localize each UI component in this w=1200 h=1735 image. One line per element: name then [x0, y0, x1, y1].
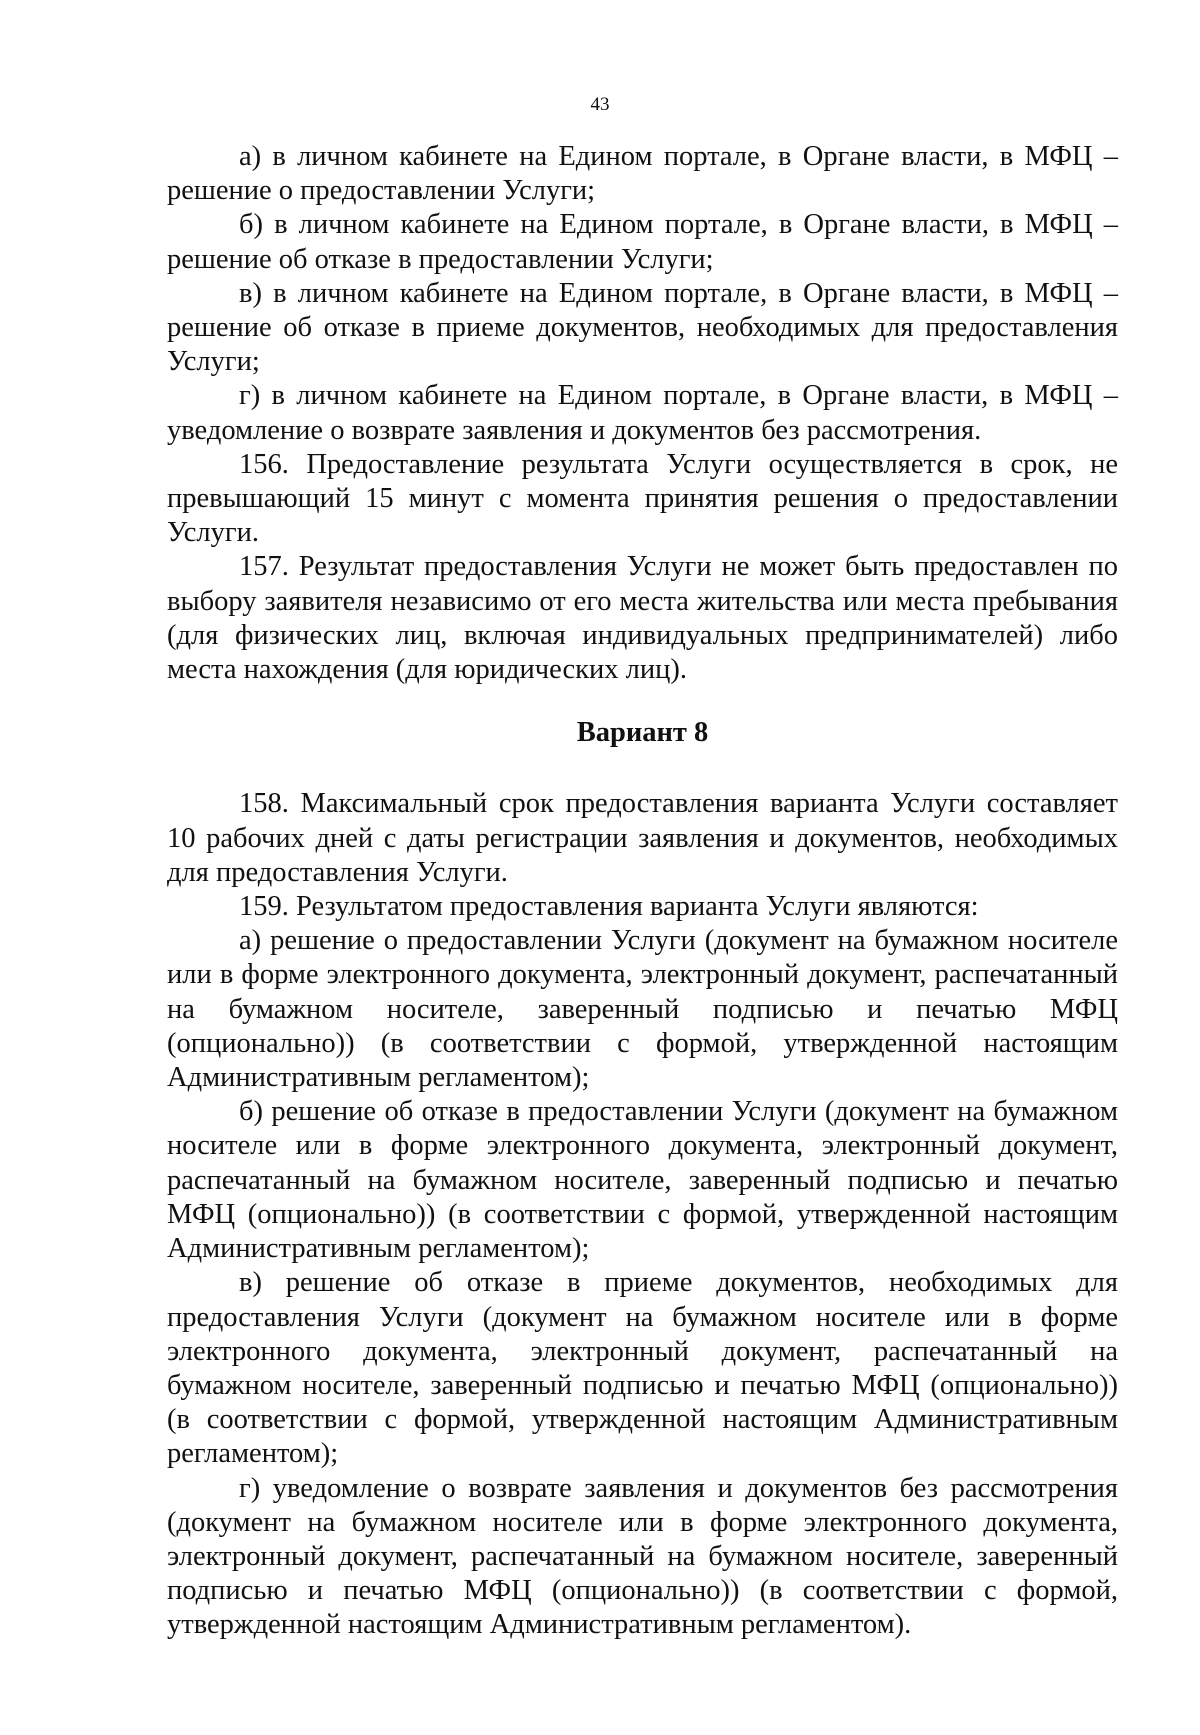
paragraph-159-v: в) решение об отказе в приеме документов, необходимых для предоставления Услуги (документ на бумажном носителе или в форме электронного документа, электронный документ, распечатанный на бумажном носителе, заверенный подписью и печатью МФЦ (опционально)) (в соответствии с формой, утвержденной настоящим Административным регламентом); — [167, 1267, 1118, 1470]
paragraph-result-g: г) в личном кабинете на Едином портале, в Органе власти, в МФЦ – уведомление о возврате заявления и документов без рассмотрения. — [167, 380, 1118, 446]
paragraph-159-b: б) решение об отказе в предоставлении Услуги (документ на бумажном носителе или в форме электронного документа, электронный документ, распечатанный на бумажном носителе, заверенный подписью и печатью МФЦ (опционально)) (в соответствии с формой, утвержденной настоящим Административным регламентом); — [167, 1096, 1118, 1265]
page-number: 43 — [590, 94, 610, 115]
paragraph-158: 158. Максимальный срок предоставления варианта Услуги составляет 10 рабочих дней с даты регистрации заявления и документов, необходимых для предоставления Услуги. — [167, 788, 1118, 888]
paragraph-result-v: в) в личном кабинете на Едином портале, в Органе власти, в МФЦ – решение об отказе в приеме документов, необходимых для предоставления Услуги; — [167, 277, 1118, 378]
paragraph-result-b: б) в личном кабинете на Едином портале, в Органе власти, в МФЦ – решение об отказе в предоставлении Услуги; — [167, 209, 1118, 275]
paragraph-157: 157. Результат предоставления Услуги не может быть предоставлен по выбору заявителя независимо от его места жительства или места пребывания (для физических лиц, включая индивидуальных предпринимателей) либо места нахождения (для юридических лиц). — [167, 551, 1118, 686]
section-heading: Вариант 8 — [576, 717, 709, 749]
paragraph-159: 159. Результатом предоставления варианта Услуги являются: — [239, 891, 979, 923]
paragraph-result-a: а) в личном кабинете на Едином портале, в Органе власти, в МФЦ – решение о предоставлении Услуги; — [167, 141, 1118, 207]
paragraph-156: 156. Предоставление результата Услуги осуществляется в срок, не превышающий 15 минут с момента принятия решения о предоставлении Услуги. — [167, 448, 1118, 549]
paragraph-159-g: г) уведомление о возврате заявления и документов без рассмотрения (документ на бумажном носителе или в форме электронного документа, электронный документ, распечатанный на бумажном носителе, заверенный подписью и печатью МФЦ (опционально)) (в соответствии с формой, утвержденной настоящим Административным регламентом). — [167, 1472, 1118, 1641]
paragraph-159-a: а) решение о предоставлении Услуги (документ на бумажном носителе или в форме электронного документа, электронный документ, распечатанный на бумажном носителе, заверенный подписью и печатью МФЦ (опционально)) (в соответствии с формой, утвержденной настоящим Административным регламентом); — [167, 925, 1118, 1094]
document-body — [167, 140, 1118, 1643]
